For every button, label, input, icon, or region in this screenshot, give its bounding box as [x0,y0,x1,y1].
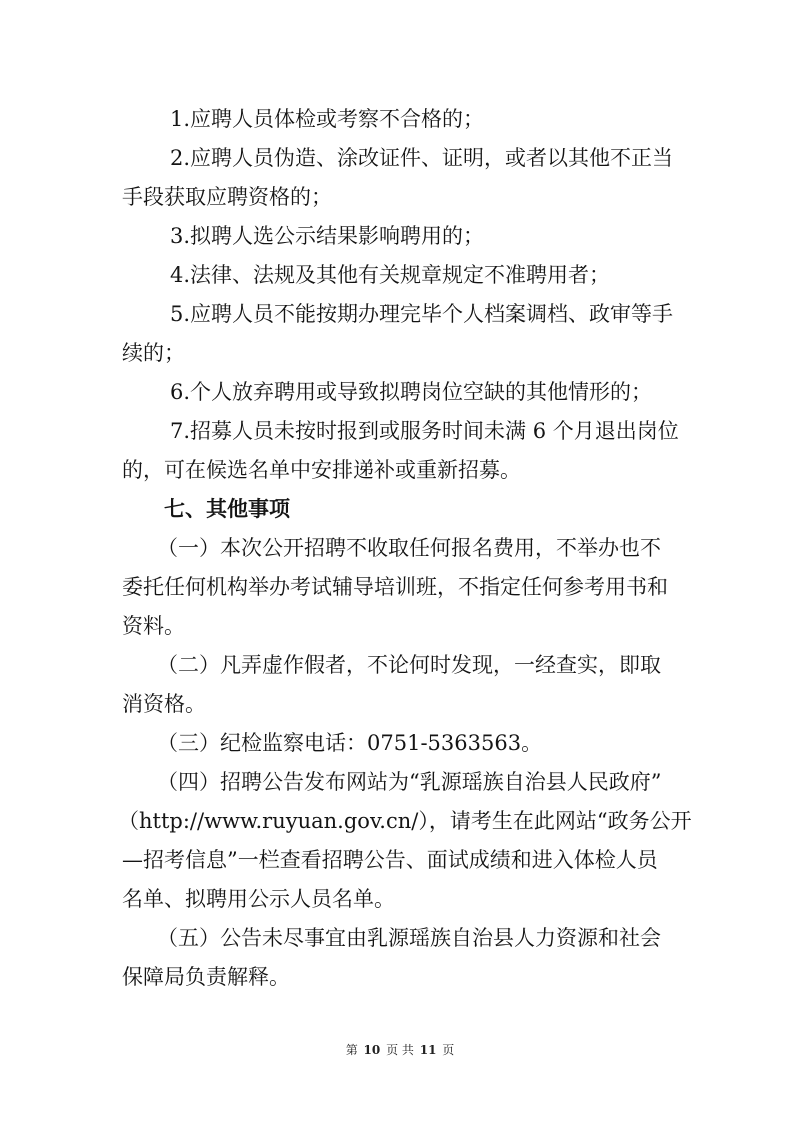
item-4: 4.法律、法规及其他有关规章规定不准聘用者； [170,263,611,287]
matter-2-line-1: （二）凡弄虚作假者，不论何时发现，一经查实，即取 [157,653,661,677]
page-number: 10 [363,1043,381,1057]
item-5-line-2: 续的； [122,341,185,365]
section-heading: 七、其他事项 [164,496,290,521]
item-7-line-2: 的，可在候选名单中安排递补或重新招募。 [122,458,521,482]
item-6: 6.个人放弃聘用或导致拟聘岗位空缺的其他情形的； [170,380,653,404]
item-7-line-1: 7.招募人员未按时报到或服务时间未满 6 个月退出岗位 [170,419,679,443]
matter-1-line-2: 委托任何机构举办考试辅导培训班，不指定任何参考用书和 [122,575,668,599]
item-2-line-1: 2.应聘人员伪造、涂改证件、证明，或者以其他不正当 [170,146,674,170]
matter-1-line-3: 资料。 [122,614,185,638]
total-pages: 11 [419,1043,437,1057]
page-mid: 页 共 [386,1043,414,1057]
matter-1-line-1: （一）本次公开招聘不收取任何报名费用，不举办也不 [157,536,661,560]
matter-5-line-2: 保障局负责解释。 [122,965,290,989]
matter-4-line-2: （http://www.ruyuan.gov.cn/），请考生在此网站“政务公开 [118,809,692,833]
item-5-line-1: 5.应聘人员不能按期办理完毕个人档案调档、政审等手 [170,302,674,326]
page-suffix: 页 [442,1043,455,1057]
item-1: 1.应聘人员体检或考察不合格的； [170,107,485,131]
matter-4-line-1: （四）招聘公告发布网站为“乳源瑶族自治县人民政府” [157,770,662,794]
page-prefix: 第 [345,1043,358,1057]
matter-2-line-2: 消资格。 [122,692,206,716]
page-footer [0,1042,800,1058]
matter-4-line-4: 名单、拟聘用公示人员名单。 [122,887,395,911]
item-3: 3.拟聘人选公示结果影响聘用的； [170,224,485,248]
matter-4-line-3: —招考信息”一栏查看招聘公告、面试成绩和进入体检人员 [122,848,658,872]
matter-5-line-1: （五）公告未尽事宜由乳源瑶族自治县人力资源和社会 [157,926,661,950]
item-2-line-2: 手段获取应聘资格的； [122,185,332,209]
matter-3: （三）纪检监察电话：0751-5363563。 [157,731,543,755]
